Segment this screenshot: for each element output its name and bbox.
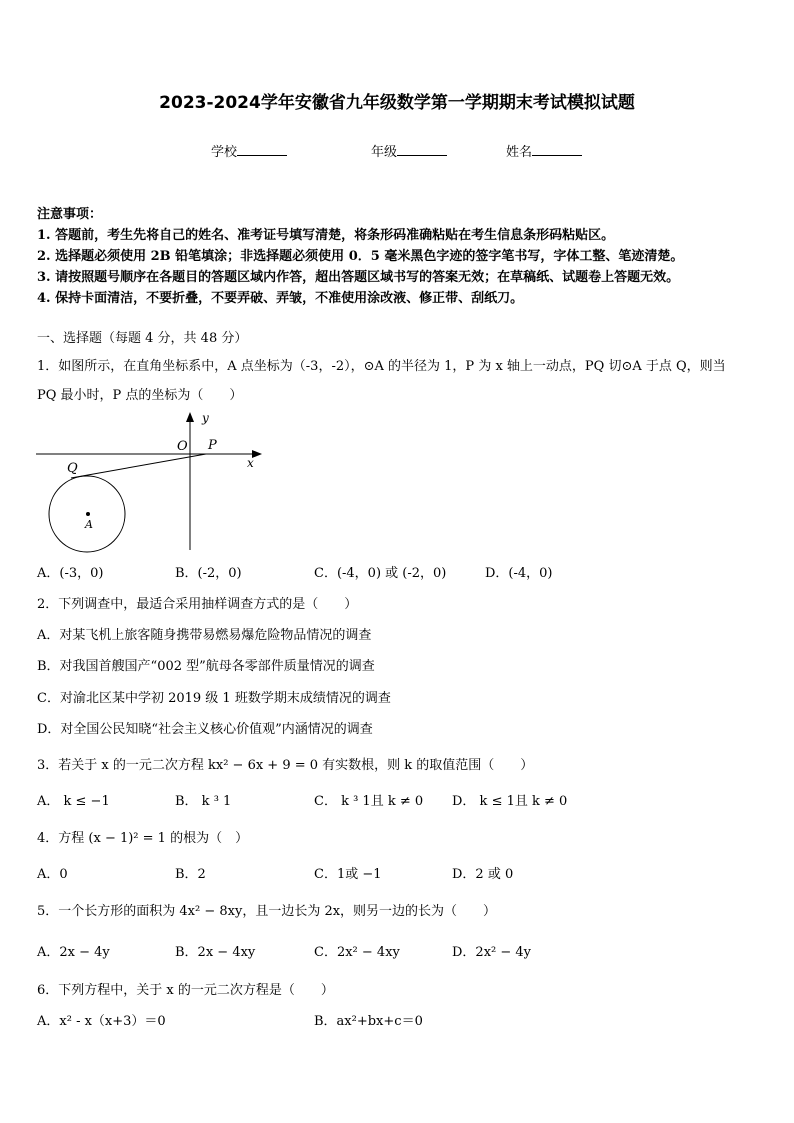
q5-option-d[interactable]: D．2x² − 4y — [452, 945, 532, 960]
q6-stem: 6．下列方程中，关于 x 的一元二次方程是（ ） — [37, 983, 334, 998]
grade-blank[interactable] — [397, 143, 447, 156]
label-q: Q — [67, 461, 78, 476]
q2-option-b[interactable]: B．对我国首艘国产“002 型”航母各零部件质量情况的调查 — [37, 659, 375, 674]
school-label: 学校 — [211, 145, 238, 160]
grade-field[interactable] — [371, 141, 447, 160]
name-field[interactable] — [506, 141, 582, 160]
q3-option-b[interactable]: B． k ³ 1 — [175, 794, 232, 809]
q5-option-a[interactable]: A．2x − 4y — [37, 945, 110, 960]
notice-item: 3. 请按照题号顺序在各题目的答题区域内作答，超出答题区域书写的答案无效；在草稿纸、试题卷上答题无效。 — [37, 270, 680, 285]
notice-item: 2. 选择题必须使用 2B 铅笔填涂；非选择题必须使用 0．5 毫米黑色字迹的签字笔书写，字体工整、笔迹清楚。 — [37, 249, 684, 264]
school-field[interactable] — [211, 141, 287, 160]
label-a: A — [85, 518, 93, 531]
q5-option-b[interactable]: B．2x − 4xy — [175, 945, 256, 960]
q4-stem: 4．方程 (x − 1)² = 1 的根为（ ） — [37, 831, 249, 846]
name-label: 姓名 — [506, 145, 533, 160]
q3-stem: 3．若关于 x 的一元二次方程 kx² − 6x + 9 = 0 有实数根，则 k 的取值范围（ ） — [37, 758, 534, 773]
q1-option-d[interactable]: D．(-4，0) — [485, 566, 553, 581]
q2-option-a[interactable]: A．对某飞机上旅客随身携带易燃易爆危险物品情况的调查 — [37, 628, 372, 643]
notice-heading: 注意事项： — [37, 207, 103, 222]
q1-stem-line1: 1．如图所示，在直角坐标系中，A 点坐标为（-3，-2），⊙A 的半径为 1，P 为 x 轴上一动点，PQ 切⊙A 于点 Q，则当 — [37, 359, 726, 374]
q4-option-c[interactable]: C．1或 −1 — [314, 867, 382, 882]
notice-item: 1. 答题前，考生先将自己的姓名、准考证号填写清楚，将条形码准确粘贴在考生信息条形码粘贴区。 — [37, 228, 615, 243]
label-o: O — [177, 439, 188, 454]
q1-stem-line2: PQ 最小时，P 点的坐标为（ ） — [37, 388, 243, 403]
section-heading: 一、选择题（每题 4 分，共 48 分） — [37, 331, 248, 346]
q3-option-a[interactable]: A． k ≤ −1 — [37, 794, 110, 809]
q3-option-d[interactable]: D． k ≤ 1且 k ≠ 0 — [452, 794, 568, 809]
notice-item: 4. 保持卡面清洁，不要折叠，不要弄破、弄皱，不准使用涂改液、修正带、刮纸刀。 — [37, 291, 524, 306]
q6-option-b[interactable]: B．ax²+bx+c＝0 — [314, 1014, 423, 1029]
q5-option-c[interactable]: C．2x² − 4xy — [314, 945, 400, 960]
q2-stem: 2．下列调查中，最适合采用抽样调查方式的是（ ） — [37, 597, 358, 612]
center-a-dot — [86, 512, 90, 516]
q4-option-a[interactable]: A．0 — [37, 867, 68, 882]
label-x: x — [247, 456, 254, 470]
q2-option-c[interactable]: C．对渝北区某中学初 2019 级 1 班数学期末成绩情况的调查 — [37, 691, 391, 706]
q4-option-b[interactable]: B．2 — [175, 867, 206, 882]
q3-option-c[interactable]: C． k ³ 1且 k ≠ 0 — [314, 794, 424, 809]
q1-figure — [30, 408, 270, 558]
label-y: y — [202, 411, 209, 425]
q5-stem: 5．一个长方形的面积为 4x² − 8xy，且一边长为 2x，则另一边的长为（ ） — [37, 904, 497, 919]
tangent-pq — [71, 454, 206, 478]
q1-option-a[interactable]: A．(-3，0) — [37, 566, 104, 581]
y-axis-arrow — [186, 412, 194, 422]
q1-option-b[interactable]: B．(-2，0) — [175, 566, 242, 581]
name-blank[interactable] — [532, 143, 582, 156]
q4-option-d[interactable]: D．2 或 0 — [452, 867, 514, 882]
school-blank[interactable] — [237, 143, 287, 156]
q2-option-d[interactable]: D．对全国公民知晓“社会主义核心价值观”内涵情况的调查 — [37, 722, 373, 737]
q6-option-a[interactable]: A．x² - x（x+3）＝0 — [37, 1014, 166, 1029]
grade-label: 年级 — [371, 145, 398, 160]
exam-title: 2023-2024学年安徽省九年级数学第一学期期末考试模拟试题 — [159, 93, 635, 113]
q1-option-c[interactable]: C．(-4，0) 或 (-2，0) — [314, 566, 447, 581]
label-p: P — [208, 438, 217, 453]
